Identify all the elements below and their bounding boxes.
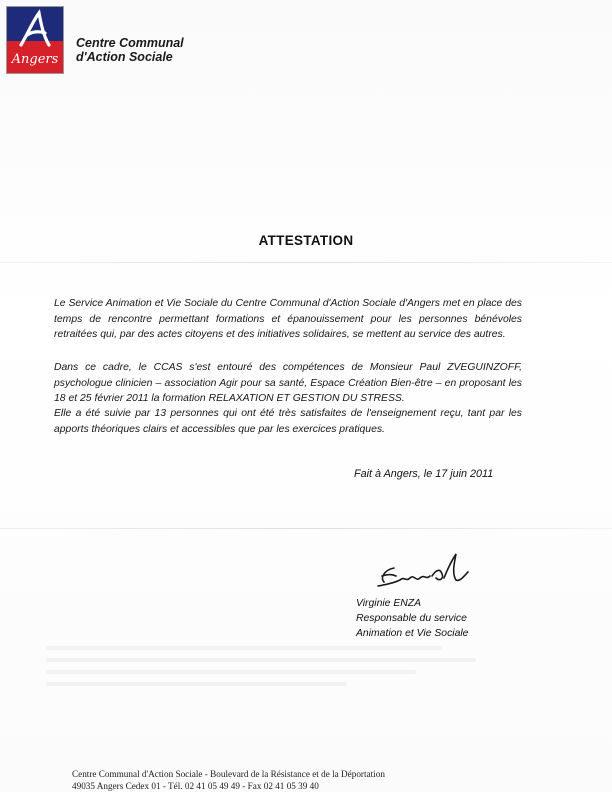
organization-line-1: Centre Communal [76, 36, 184, 50]
organization-name [76, 36, 184, 64]
angers-logo [6, 6, 64, 74]
footer-contact-line: 49035 Angers Cedex 01 - Tél. 02 41 05 49 49 - Fax 02 41 05 39 40 [72, 781, 319, 791]
paragraph-context: Dans ce cadre, le CCAS s'est entouré des compétences de Monsieur Paul ZVEGUINZOFF, psychologue clinicien – association Agir pour sa santé, Espace Création Bien-être – en proposant les 18 et 25 février 2011 la formation RELAXATION ET GESTION DU STRESS. [54, 362, 522, 404]
signer-block [356, 596, 468, 641]
handwritten-signature [370, 548, 480, 594]
paragraph-intro: Le Service Animation et Vie Sociale du Centre Communal d'Action Sociale d'Angers met en place des temps de rencontre permettant formations et épanouissement pour les personnes bénévoles retraitées qui, par des actes citoyens et des initiatives solidaires, se mettent au service des autres. [54, 298, 522, 340]
signer-role-line-2: Animation et Vie Sociale [356, 628, 469, 639]
paper-fold-line [0, 528, 612, 529]
organization-line-2: d'Action Sociale [76, 50, 173, 64]
logo-wordmark: Angers [11, 52, 59, 67]
footer-address-line: Centre Communal d'Action Sociale - Boulevard de la Résistance et de la Déportation [72, 769, 385, 779]
signer-name: Virginie ENZA [356, 598, 422, 609]
paper-fold-line [0, 262, 612, 263]
letter-footer [72, 768, 385, 792]
document-title: ATTESTATION [258, 233, 354, 248]
paragraph-result: Elle a été suivie par 13 personnes qui ont été très satisfaites de l'enseignement reçu, tant par les apports théoriques clairs et accessibles que par les exercices pratiques. [54, 408, 522, 435]
logo-letter-a-icon [15, 9, 55, 49]
place-date-line: Fait à Angers, le 17 juin 2011 [354, 468, 494, 480]
signer-role-line-1: Responsable du service [356, 613, 467, 624]
faded-background-text [46, 646, 476, 696]
